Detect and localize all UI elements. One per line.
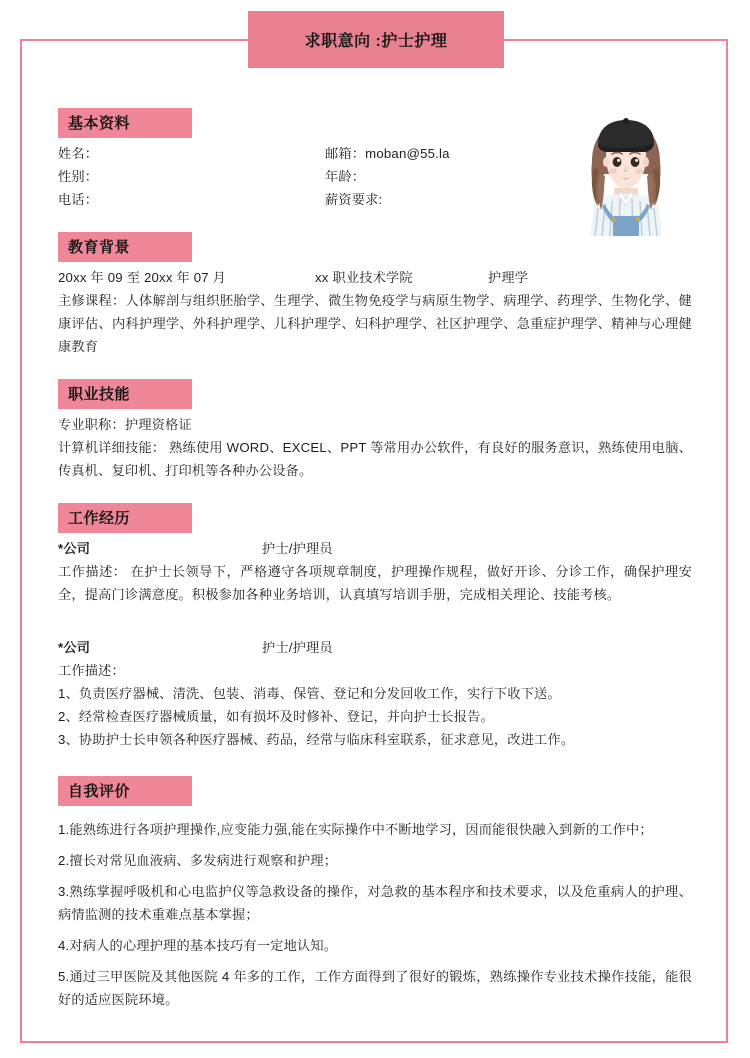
section-skills <box>58 379 692 482</box>
self-evaluation-item: 5.通过三甲医院及其他医院 4 年多的工作，工作方面得到了很好的锻炼，熟练操作专业技术操作技能，能很好的适应医院环境。 <box>58 969 692 1007</box>
work-position: 护士/护理员 <box>262 640 333 655</box>
work-company: *公司 <box>58 541 91 556</box>
section-header-skills <box>58 379 192 409</box>
work-entry-header <box>58 537 692 560</box>
section-title-skills: 职业技能 <box>68 386 131 403</box>
work-description: 工作描述： 在护士长领导下，严格遵守各项规章制度，护理操作规程，做好开诊、分诊工作，确保护理安全，提高门诊满意度。积极参加各种业务培训，认真填写培训手册，完成相关理论、技能考核。 <box>58 564 692 602</box>
job-objective-text: 求职意向 :护士护理 <box>304 33 448 50</box>
education-major: 护理学 <box>488 270 529 285</box>
basic-field-phone: 电话： <box>58 192 99 207</box>
section-title-education: 教育背景 <box>68 239 131 256</box>
education-courses: 主修课程：人体解剖与组织胚胎学、生理学、微生物免疫学与病原生物学、病理学、药理学、生物化学、健康评估、内科护理学、外科护理学、儿科护理学、妇科护理学、社区护理学、急重症护理学、精神与心理健康教育 <box>58 293 692 354</box>
skills-computer: 计算机详细技能： 熟练使用 WORD、EXCEL、PPT 等常用办公软件，有良好的服务意识，熟练使用电脑、传真机、复印机、打印机等各种办公设备。 <box>58 440 692 478</box>
section-header-basic-info <box>58 108 192 138</box>
self-evaluation-item: 1.能熟练进行各项护理操作,应变能力强,能在实际操作中不断地学习，因而能很快融入到新的工作中； <box>58 822 653 837</box>
avatar <box>564 112 688 236</box>
section-header-self-evaluation <box>58 776 192 806</box>
basic-field-name: 姓名： <box>58 146 99 161</box>
job-objective-banner <box>248 11 504 68</box>
work-description-label: 工作描述： <box>58 663 125 678</box>
self-evaluation-item: 2.擅长对常见血液病、多发病进行观察和护理； <box>58 853 338 868</box>
basic-field-email: 邮箱：moban@55.la <box>325 146 450 161</box>
section-title-self-evaluation: 自我评价 <box>68 783 131 800</box>
section-self-evaluation <box>58 776 692 1011</box>
education-entry-header <box>58 266 692 289</box>
work-bullet: 3、协助护士长申领各种医疗器械、药品，经常与临床科室联系，征求意见，改进工作。 <box>58 732 575 747</box>
section-title-basic-info: 基本资料 <box>68 115 131 132</box>
avatar-illustration <box>564 112 688 236</box>
section-work-experience <box>58 503 692 751</box>
self-evaluation-item: 4.对病人的心理护理的基本技巧有一定地认知。 <box>58 938 338 953</box>
work-bullet: 1、负责医疗器械、清洗、包装、消毒、保管、登记和分发回收工作，实行下收下送。 <box>58 686 561 701</box>
section-header-work-experience <box>58 503 192 533</box>
skills-certificate: 专业职称：护理资格证 <box>58 417 192 432</box>
work-position: 护士/护理员 <box>262 541 333 556</box>
education-date-range: 20xx 年 09 至 20xx 年 07 月 <box>58 270 227 285</box>
work-entry <box>58 636 692 751</box>
basic-field-gender: 性别： <box>58 169 99 184</box>
basic-field-age: 年龄： <box>325 169 366 184</box>
self-evaluation-item: 3.熟练掌握呼吸机和心电监护仪等急救设备的操作，对急救的基本程序和技术要求，以及危重病人的护理、病情监测的技术重难点基本掌握； <box>58 884 692 922</box>
work-entry <box>58 533 692 606</box>
section-education <box>58 232 692 358</box>
work-company: *公司 <box>58 640 91 655</box>
work-bullet: 2、经常检查医疗器械质量，如有损坏及时修补、登记，并向护士长报告。 <box>58 709 494 724</box>
education-school: xx 职业技术学院 <box>315 270 413 285</box>
section-header-education <box>58 232 192 262</box>
basic-field-salary: 薪资要求: <box>325 192 383 207</box>
section-title-work-experience: 工作经历 <box>68 510 131 527</box>
work-entry-header <box>58 636 692 659</box>
